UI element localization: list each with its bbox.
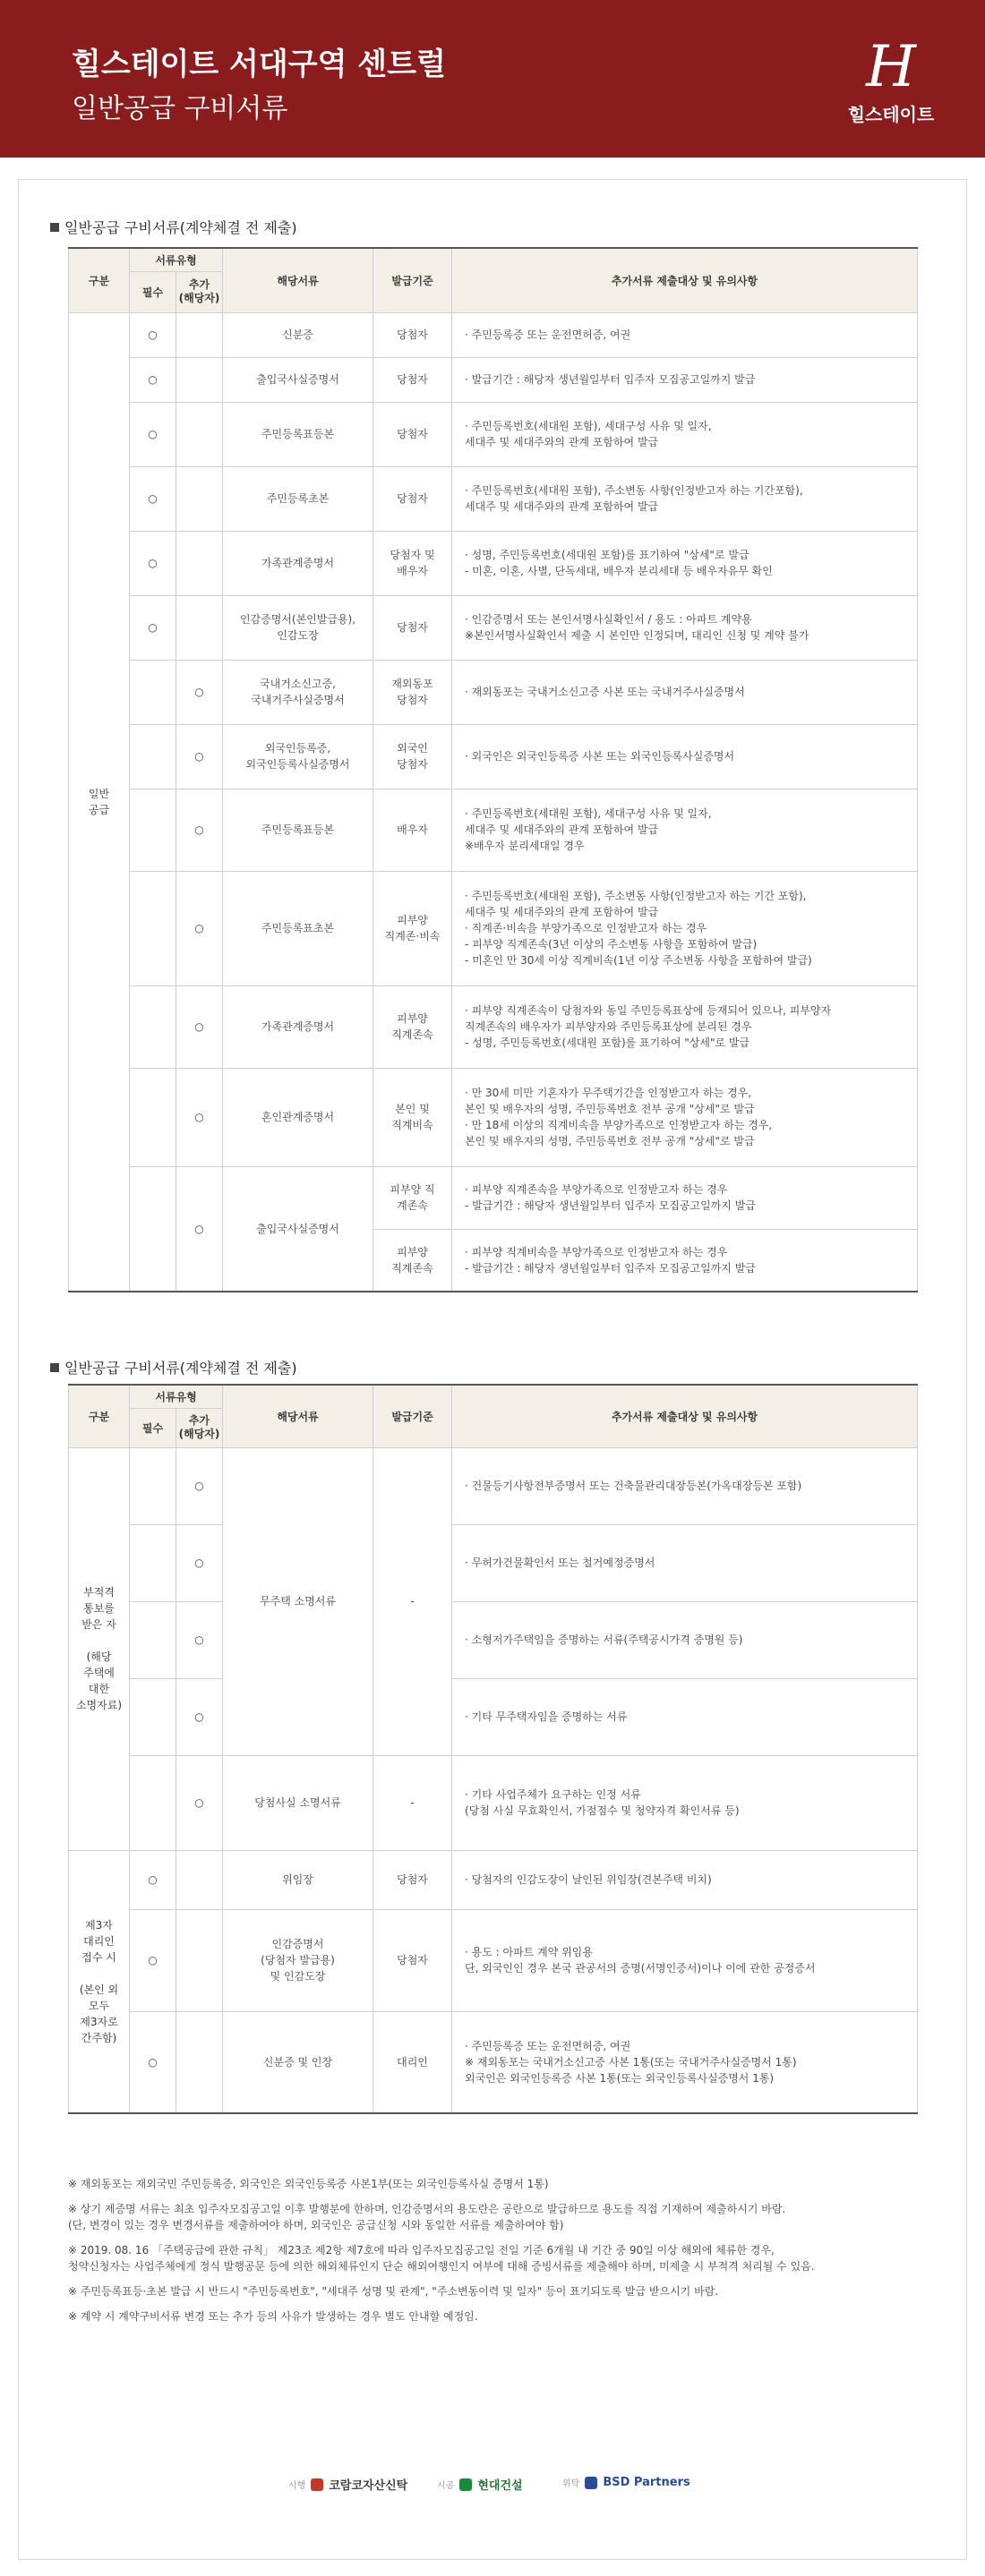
table-row bbox=[69, 402, 918, 466]
section2-title: 일반공급 구비서류(계약체결 전 제출) bbox=[50, 1357, 297, 1378]
note: · 용도 : 아파트 계약 위임용 단, 외국인인 경우 본국 관공서의 증명(서명인증서)이나 이에 관한 공정증서 bbox=[452, 1909, 918, 2011]
extra-mark: ○ bbox=[176, 1068, 223, 1166]
extra-mark bbox=[176, 312, 223, 357]
extra-mark: ○ bbox=[176, 1447, 223, 1524]
footnote: ※ 2019. 08. 16 「주택공급에 관한 규칙」 제23조 제2항 제7호에 따라 입주자모집공고일 전일 기준 6개월 내 기간 중 90일 이상 해외에 체류한 경우, 청약신청자는 사업주체에게 정식 발행공문 등에 의한 해외체류인지 단순 해외여행인지 여부에 대해 증빙서류를 제출해야 하며, 미제출 시 부적격 처리될 수 있음. bbox=[68, 2244, 815, 2273]
table-row bbox=[69, 871, 918, 985]
required-mark: ○ bbox=[130, 2011, 176, 2113]
table-row bbox=[69, 312, 918, 357]
issuer: 당첨자 bbox=[373, 595, 452, 660]
required-mark: ○ bbox=[130, 1850, 176, 1909]
bullet-square-icon bbox=[50, 223, 59, 232]
note: · 건물등기사항전부증명서 또는 건축물관리대장등본(가옥대장등본 포함) bbox=[452, 1447, 918, 1524]
table-row bbox=[69, 1850, 918, 1909]
note: · 주민등록증 또는 운전면허증, 여권 bbox=[452, 312, 918, 357]
required-mark bbox=[130, 1068, 176, 1166]
trustee-logo: 시행 코람코자산신탁 bbox=[288, 2479, 408, 2493]
col-type: 서류유형 bbox=[130, 248, 223, 271]
col-gubun: 구분 bbox=[69, 1385, 130, 1447]
required-mark bbox=[130, 1166, 176, 1292]
brand-logo bbox=[833, 36, 949, 125]
required-mark bbox=[130, 1678, 176, 1755]
required-mark: ○ bbox=[130, 312, 176, 357]
footnote: ※ 상기 제증명 서류는 최초 입주자모집공고일 이후 발행분에 한하며, 인감증명서의 용도란은 공란으로 발급하므로 용도를 직접 기재하여 제출하시기 바람. (단, 변경이 있는 경우 변경서류를 제출하여야 하며, 외국인은 공급신청 시와 동일한 서류를 제출하여야 함) bbox=[68, 2203, 786, 2231]
logo-text: 힐스테이트 bbox=[847, 104, 935, 125]
footer bbox=[0, 2467, 985, 2503]
table-row bbox=[69, 1166, 918, 1229]
required-mark: ○ bbox=[130, 466, 176, 531]
note: · 피부양 직계존속을 부양가족으로 인정받고자 하는 경우 - 발급기간 : 해당자 생년월일부터 입주자 모집공고일까지 발급 bbox=[452, 1166, 918, 1229]
issuer: 피부양 직계존·비속 bbox=[373, 871, 452, 985]
issuer: 외국인 당첨자 bbox=[373, 724, 452, 789]
doc-name: 인감증명서 (당첨자 발급용) 및 인감도장 bbox=[223, 1909, 373, 2011]
table-row bbox=[69, 595, 918, 660]
table-row bbox=[69, 1524, 918, 1601]
col-gubun: 구분 bbox=[69, 248, 130, 312]
doc-name: 주민등록표등본 bbox=[223, 789, 373, 871]
required-mark bbox=[130, 1447, 176, 1524]
extra-mark bbox=[176, 1909, 223, 2011]
table-row bbox=[69, 724, 918, 789]
required-mark: ○ bbox=[130, 1909, 176, 2011]
extra-mark bbox=[176, 531, 223, 595]
note: · 주민등록증 또는 운전면허증, 여권 ※ 재외동포는 국내거소신고증 사본 1통(또는 국내거주사실증명서 1통) 외국인은 외국인등록증 사본 1통(또는 외국인등록사실증명서 1통) bbox=[452, 2011, 918, 2113]
group-label: 일반 공급 bbox=[69, 312, 130, 1292]
col-issuer: 발급기준 bbox=[373, 248, 452, 312]
table-row bbox=[69, 985, 918, 1068]
col-doc: 해당서류 bbox=[223, 248, 373, 312]
doc-name: 인감증명서(본인발급용), 인감도장 bbox=[223, 595, 373, 660]
footnote: ※ 재외동포는 재외국민 주민등록증, 외국인은 외국인등록증 사본1부(또는 외국인등록사실 증명서 1통) bbox=[68, 2178, 549, 2190]
footnote: ※ 계약 시 계약구비서류 변경 또는 추가 등의 사유가 발생하는 경우 별도 안내할 예정임. bbox=[68, 2310, 478, 2323]
extra-mark: ○ bbox=[176, 1678, 223, 1755]
required-mark bbox=[130, 1524, 176, 1601]
agent-logo: 위탁 BSD Partners bbox=[562, 2476, 690, 2489]
extra-mark: ○ bbox=[176, 724, 223, 789]
note: · 기타 사업주체가 요구하는 인정 서류 (당첨 사실 무효확인서, 가점점수 및 청약자격 확인서류 등) bbox=[452, 1755, 918, 1850]
issuer: 당첨자 bbox=[373, 1850, 452, 1909]
col-extra: 추가 (해당자) bbox=[176, 1408, 223, 1447]
note: · 소형저가주택임을 증명하는 서류(주택공시가격 증명원 등) bbox=[452, 1601, 918, 1678]
issuer: - bbox=[373, 1755, 452, 1850]
issuer: - bbox=[373, 1447, 452, 1755]
extra-mark bbox=[176, 595, 223, 660]
note: · 주민등록번호(세대원 포함), 주소변동 사항(인정받고자 하는 기간포함), 세대주 및 세대주와의 관계 포함하여 발급 bbox=[452, 466, 918, 531]
footnote: ※ 주민등록표등·초본 발급 시 반드시 "주민등록번호", "세대주 성명 및 관계", "주소변동이력 및 일자" 등이 표기되도록 발급 받으시기 바람. bbox=[68, 2285, 719, 2298]
required-mark bbox=[130, 1601, 176, 1678]
extra-mark bbox=[176, 2011, 223, 2113]
col-extra: 추가 (해당자) bbox=[176, 271, 223, 312]
table-row bbox=[69, 1909, 918, 2011]
table-row bbox=[69, 660, 918, 724]
note: · 만 30세 미만 기혼자가 무주택기간을 인정받고자 하는 경우, 본인 및 배우자의 성명, 주민등록번호 전부 공개 "상세"로 발급 · 만 18세 이상의 직계비속을 부양가족으로 인정받고자 하는 경우, 본인 및 배우자의 성명, 주민등록번호 전부 공개 "상세"로 발급 bbox=[452, 1068, 918, 1166]
required-mark bbox=[130, 789, 176, 871]
page-header bbox=[0, 0, 985, 158]
required-mark bbox=[130, 660, 176, 724]
extra-mark bbox=[176, 357, 223, 402]
page-subtitle: 일반공급 구비서류 bbox=[72, 93, 288, 124]
note: · 발급기간 : 해당자 생년월일부터 입주자 모집공고일까지 발급 bbox=[452, 357, 918, 402]
col-note: 추가서류 제출대상 및 유의사항 bbox=[452, 1385, 918, 1447]
table-row bbox=[69, 1755, 918, 1850]
doc-name: 혼인관계증명서 bbox=[223, 1068, 373, 1166]
note: · 성명, 주민등록번호(세대원 포함)를 표기하여 "상세"로 발급 - 미혼, 이혼, 사별, 단독세대, 배우자 분리세대 등 배우자유무 확인 bbox=[452, 531, 918, 595]
extra-mark: ○ bbox=[176, 1755, 223, 1850]
extra-mark: ○ bbox=[176, 1166, 223, 1292]
note: · 당첨자의 인감도장이 날인된 위임장(견본주택 비치) bbox=[452, 1850, 918, 1909]
table-row bbox=[69, 789, 918, 871]
extra-mark: ○ bbox=[176, 1601, 223, 1678]
issuer: 당첨자 bbox=[373, 357, 452, 402]
extra-mark: ○ bbox=[176, 871, 223, 985]
section1-title: 일반공급 구비서류(계약체결 전 제출) bbox=[50, 217, 297, 237]
col-required: 필수 bbox=[130, 1408, 176, 1447]
table-row bbox=[69, 1068, 918, 1166]
doc-name: 출입국사실증명서 bbox=[223, 1166, 373, 1292]
issuer: 배우자 bbox=[373, 789, 452, 871]
col-required: 필수 bbox=[130, 271, 176, 312]
required-mark bbox=[130, 985, 176, 1068]
doc-name: 주민등록초본 bbox=[223, 466, 373, 531]
builder-logo: 시공 현대건설 bbox=[437, 2479, 523, 2493]
extra-mark: ○ bbox=[176, 789, 223, 871]
doc-name: 무주택 소명서류 bbox=[223, 1447, 373, 1755]
issuer: 당첨자 bbox=[373, 1909, 452, 2011]
note: · 피부양 직계비속을 부양가족으로 인정받고자 하는 경우 - 발급기간 : 해당자 생년월일부터 입주자 모집공고일까지 발급 bbox=[452, 1229, 918, 1292]
required-mark bbox=[130, 1755, 176, 1850]
required-mark bbox=[130, 871, 176, 985]
col-doc: 해당서류 bbox=[223, 1385, 373, 1447]
doc-name: 위임장 bbox=[223, 1850, 373, 1909]
note: · 무허가건물확인서 또는 철거예정증명서 bbox=[452, 1524, 918, 1601]
section1-table bbox=[68, 247, 918, 1292]
builder-icon bbox=[459, 2478, 472, 2491]
issuer: 재외동포 당첨자 bbox=[373, 660, 452, 724]
extra-mark: ○ bbox=[176, 985, 223, 1068]
bullet-square-icon bbox=[50, 1363, 59, 1372]
issuer: 피부양 직 계존속 bbox=[373, 1166, 452, 1229]
trustee-icon bbox=[311, 2478, 323, 2491]
note: · 기타 무주택자임을 증명하는 서류 bbox=[452, 1678, 918, 1755]
issuer: 본인 및 직계비속 bbox=[373, 1068, 452, 1166]
issuer: 피부양 직계존속 bbox=[373, 985, 452, 1068]
extra-mark: ○ bbox=[176, 1524, 223, 1601]
table-row bbox=[69, 1601, 918, 1678]
issuer: 당첨자 bbox=[373, 466, 452, 531]
required-mark: ○ bbox=[130, 357, 176, 402]
table-row bbox=[69, 1447, 918, 1524]
note: · 인감증명서 또는 본인서명사실확인서 / 용도 : 아파트 계약용 ※본인서명사실확인서 제출 시 본인만 인정되며, 대리인 신청 및 계약 불가 bbox=[452, 595, 918, 660]
issuer: 대리인 bbox=[373, 2011, 452, 2113]
note: · 주민등록번호(세대원 포함), 주소변동 사항(인정받고자 하는 기간 포함), 세대주 및 세대주와의 관계 포함하여 발급 · 직계존·비속을 부양가족으로 인정받고자 하는 경우 - 피부양 직계존속(3년 이상의 주소변동 사항을 포함하여 발급) - 미혼인 만 30세 이상 직계비속(1년 이상 주소변동 사항을 포함하여 발급) bbox=[452, 871, 918, 985]
issuer: 당첨자 bbox=[373, 402, 452, 466]
section2-table bbox=[68, 1384, 918, 2114]
group-label: 제3자 대리인 접수 시 (본인 외 모두 제3자로 간주함) bbox=[69, 1850, 130, 2113]
doc-name: 주민등록표초본 bbox=[223, 871, 373, 985]
note: · 피부양 직계존속이 당첨자와 동일 주민등록표상에 등재되어 있으나, 피부양자 직계존속의 배우자가 피부양자와 주민등록표상에 분리된 경우 - 성명, 주민등록번호(세대원 포함)를 표기하여 "상세"로 발급 bbox=[452, 985, 918, 1068]
doc-name: 출입국사실증명서 bbox=[223, 357, 373, 402]
required-mark: ○ bbox=[130, 595, 176, 660]
logo-mark: H bbox=[866, 34, 916, 100]
table-row bbox=[69, 2011, 918, 2113]
note: · 주민등록번호(세대원 포함), 세대구성 사유 및 일자, 세대주 및 세대주와의 관계 포함하여 발급 bbox=[452, 402, 918, 466]
table-row bbox=[69, 466, 918, 531]
group-label: 부적격 통보를 받은 자 (해당 주택에 대한 소명자료) bbox=[69, 1447, 130, 1850]
required-mark: ○ bbox=[130, 402, 176, 466]
col-note: 추가서류 제출대상 및 유의사항 bbox=[452, 248, 918, 312]
doc-name: 외국인등록증, 외국인등록사실증명서 bbox=[223, 724, 373, 789]
issuer: 피부양 직계존속 bbox=[373, 1229, 452, 1292]
note: · 외국인은 외국인등록증 사본 또는 외국인등록사실증명서 bbox=[452, 724, 918, 789]
doc-name: 신분증 및 인장 bbox=[223, 2011, 373, 2113]
table-row bbox=[69, 1678, 918, 1755]
required-mark: ○ bbox=[130, 531, 176, 595]
col-type: 서류유형 bbox=[130, 1385, 223, 1408]
doc-name: 국내거소신고증, 국내거주사실증명서 bbox=[223, 660, 373, 724]
doc-name: 신분증 bbox=[223, 312, 373, 357]
extra-mark bbox=[176, 402, 223, 466]
note: · 주민등록번호(세대원 포함), 세대구성 사유 및 일자, 세대주 및 세대주와의 관계 포함하여 발급 ※배우자 분리세대일 경우 bbox=[452, 789, 918, 871]
issuer: 당첨자 및 배우자 bbox=[373, 531, 452, 595]
note: · 재외동포는 국내거소신고증 사본 또는 국내거주사실증명서 bbox=[452, 660, 918, 724]
table-row bbox=[69, 357, 918, 402]
agent-icon bbox=[585, 2477, 597, 2489]
extra-mark bbox=[176, 466, 223, 531]
doc-name: 당첨사실 소명서류 bbox=[223, 1755, 373, 1850]
extra-mark: ○ bbox=[176, 660, 223, 724]
issuer: 당첨자 bbox=[373, 312, 452, 357]
required-mark bbox=[130, 724, 176, 789]
doc-name: 주민등록표등본 bbox=[223, 402, 373, 466]
doc-name: 가족관계증명서 bbox=[223, 985, 373, 1068]
footnotes bbox=[68, 2176, 928, 2333]
extra-mark bbox=[176, 1850, 223, 1909]
table-row bbox=[69, 531, 918, 595]
doc-name: 가족관계증명서 bbox=[223, 531, 373, 595]
col-issuer: 발급기준 bbox=[373, 1385, 452, 1447]
page-title: 힐스테이트 서대구역 센트럴 bbox=[72, 47, 446, 82]
